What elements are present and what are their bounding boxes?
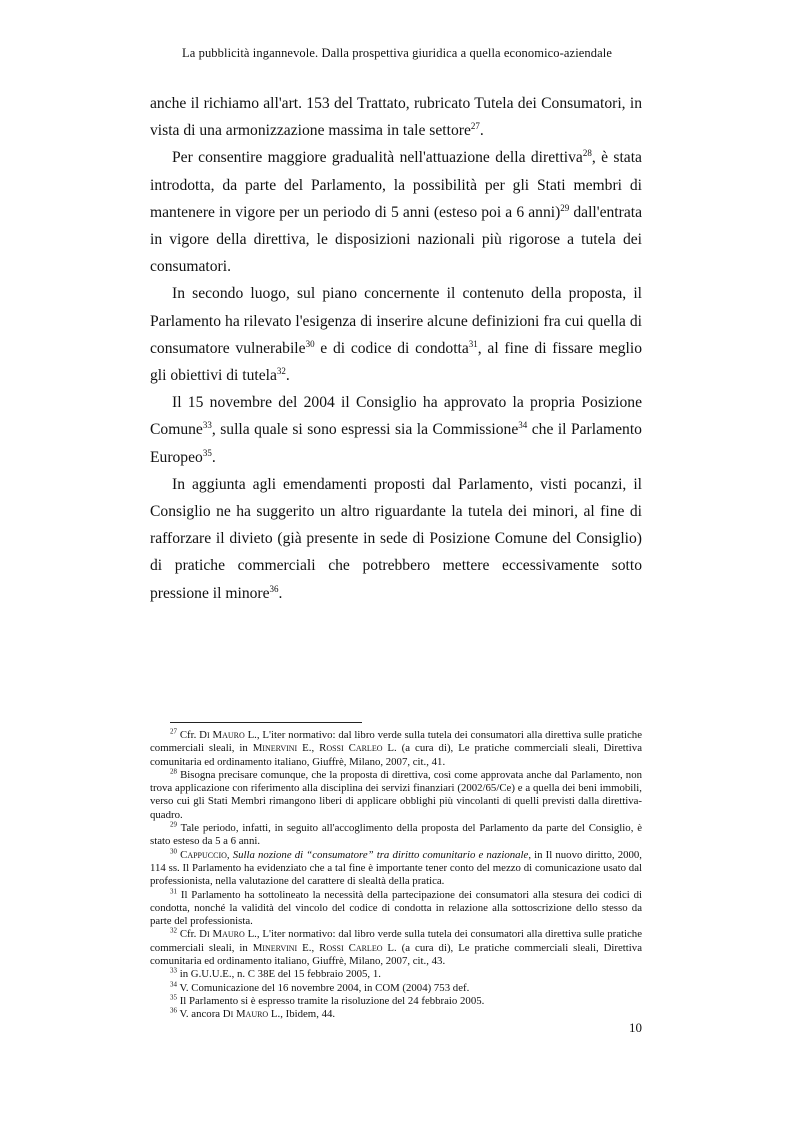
main-text bbox=[150, 90, 642, 607]
page-number: 10 bbox=[629, 1020, 642, 1035]
footnote-29: $^{29}$ Tale periodo, infatti, in seguito all'accoglimento della proposta del Parlamento da parte del Consiglio, è stato esteso da 5 a 6 anni. bbox=[150, 820, 642, 848]
paragraph-2: Per consentire maggiore gradualità nell'attuazione della direttiva$^{28}$, è stata introdotta, da parte del Parlamento, la possibilità per gli Stati membri di mantenere in vigore per un periodo di 5 anni (esteso poi a 6 anni)$^{29}$ dall'entrata in vigore della direttiva, le disposizioni nazionali più rigorose a tutela dei consumatori. bbox=[150, 148, 642, 276]
footnote-32: $^{32}$ Cfr. Di Mauro L., L'iter normativo: dal libro verde sulla tutela dei consumatori alla direttiva sulle pratiche commerciali sleali, in Minervini E., Rossi Carleo L. (a cura di), Le pratiche commerciali sleali, Direttiva comunitaria ed ordinamento italiano, Giuffrè, Milano, 2007, cit., 43. bbox=[150, 926, 642, 968]
footnote-ref-30[interactable]: 30 bbox=[305, 338, 315, 349]
paragraph-3: In secondo luogo, sul piano concernente il contenuto della proposta, il Parlamento ha rilevato l'esigenza di inserire alcune definizioni fra cui quella di consumatore vulnerabile$^{30}$ e di codice di condotta$^{31}$, al fine di fissare meglio gli obiettivi di tutela$^{32}$. bbox=[150, 285, 642, 385]
paragraph-5: In aggiunta agli emendamenti proposti dal Parlamento, visti pocanzi, il Consiglio ne ha suggerito un altro riguardante la tutela dei minori, al fine di rafforzare il divieto (già presente in sede di Posizione Comune del Consiglio) di pratiche commerciali che potrebbero mettere eccessivamente sotto pressione il minore$^{36}$. bbox=[150, 475, 642, 602]
paragraph-1: anche il richiamo all'art. 153 del Trattato, rubricato Tutela dei Consumatori, in vista di una armonizzazione massima in tale settore$^{27}$. bbox=[150, 95, 642, 140]
footnote-31: $^{31}$ Il Parlamento ha sottolineato la necessità della partecipazione dei consumatori alla stesura dei codici di condotta, nonché la validità del vincolo del codice di condotta in relazione alla sottoscrizione dello stesso da parte del professionista. bbox=[150, 886, 642, 928]
footnote-ref-29[interactable]: 29 bbox=[560, 202, 570, 213]
footnote-ref-28[interactable]: 28 bbox=[582, 148, 592, 159]
footnote-ref-36[interactable]: 36 bbox=[269, 583, 279, 594]
footnote-36: $^{36}$ V. ancora Di Mauro L., Ibidem, 44. bbox=[170, 1006, 336, 1021]
footnote-ref-31[interactable]: 31 bbox=[468, 338, 478, 349]
footnote-35: $^{35}$ Il Parlamento si è espresso tramite la risoluzione del 24 febbraio 2005. bbox=[170, 993, 485, 1007]
paragraph-4: Il 15 novembre del 2004 il Consiglio ha approvato la propria Posizione Comune$^{33}$, sulla quale si sono espressi sia la Commissione$^{34}$ che il Parlamento Europeo$^{35}$. bbox=[150, 394, 642, 466]
footnote-ref-27[interactable]: 27 bbox=[470, 121, 480, 132]
footnote-28: $^{28}$ Bisogna precisare comunque, che la proposta di direttiva, così come approvata anche dal Parlamento, non trova applicazione con riferimento alla disciplina dei servizi finanziari (2002/65/Ce) e a quella dei beni immobili, verso cui gli Stati Membri rimangono liberi di applicare obblighi più vincolanti di quelli previsti dalla direttiva-quadro. bbox=[150, 767, 642, 821]
footnote-27: $^{27}$ Cfr. Di Mauro L., L'iter normativo: dal libro verde sulla tutela dei consumatori alla direttiva sulle pratiche commerciali sleali, in Minervini E., Rossi Carleo L. (a cura di), Le pratiche commerciali sleali, Direttiva comunitaria ed ordinamento italiano, Giuffrè, Milano, 2007, cit., 41. bbox=[150, 727, 642, 768]
running-header: La pubblicità ingannevole. Dalla prospettiva giuridica a quella economico-aziendale bbox=[181, 46, 612, 60]
footnote-33: $^{33}$ in G.U.U.E., n. C 38E del 15 febbraio 2005, 1. bbox=[170, 966, 381, 981]
footnote-ref-33[interactable]: 33 bbox=[202, 420, 212, 431]
footnote-separator bbox=[170, 722, 362, 723]
footnote-34: $^{34}$ V. Comunicazione del 16 novembre 2004, in COM (2004) 753 def. bbox=[170, 980, 470, 994]
footnote-ref-32[interactable]: 32 bbox=[276, 365, 286, 376]
footnote-ref-34[interactable]: 34 bbox=[518, 420, 528, 431]
footnotes bbox=[150, 729, 642, 1022]
footnote-30: $^{30}$ Cappuccio, Sulla nozione di “consumatore” tra diritto comunitario e nazionale, in Il nuovo diritto, 2000, 114 ss. Il Parlamento ha evidenziato che a tal fine è importante tener conto del mezzo di comunicazione usato dal professionista, nella valutazione del carattere di slealtà della pratica. bbox=[150, 847, 642, 888]
footnote-ref-35[interactable]: 35 bbox=[202, 447, 212, 458]
